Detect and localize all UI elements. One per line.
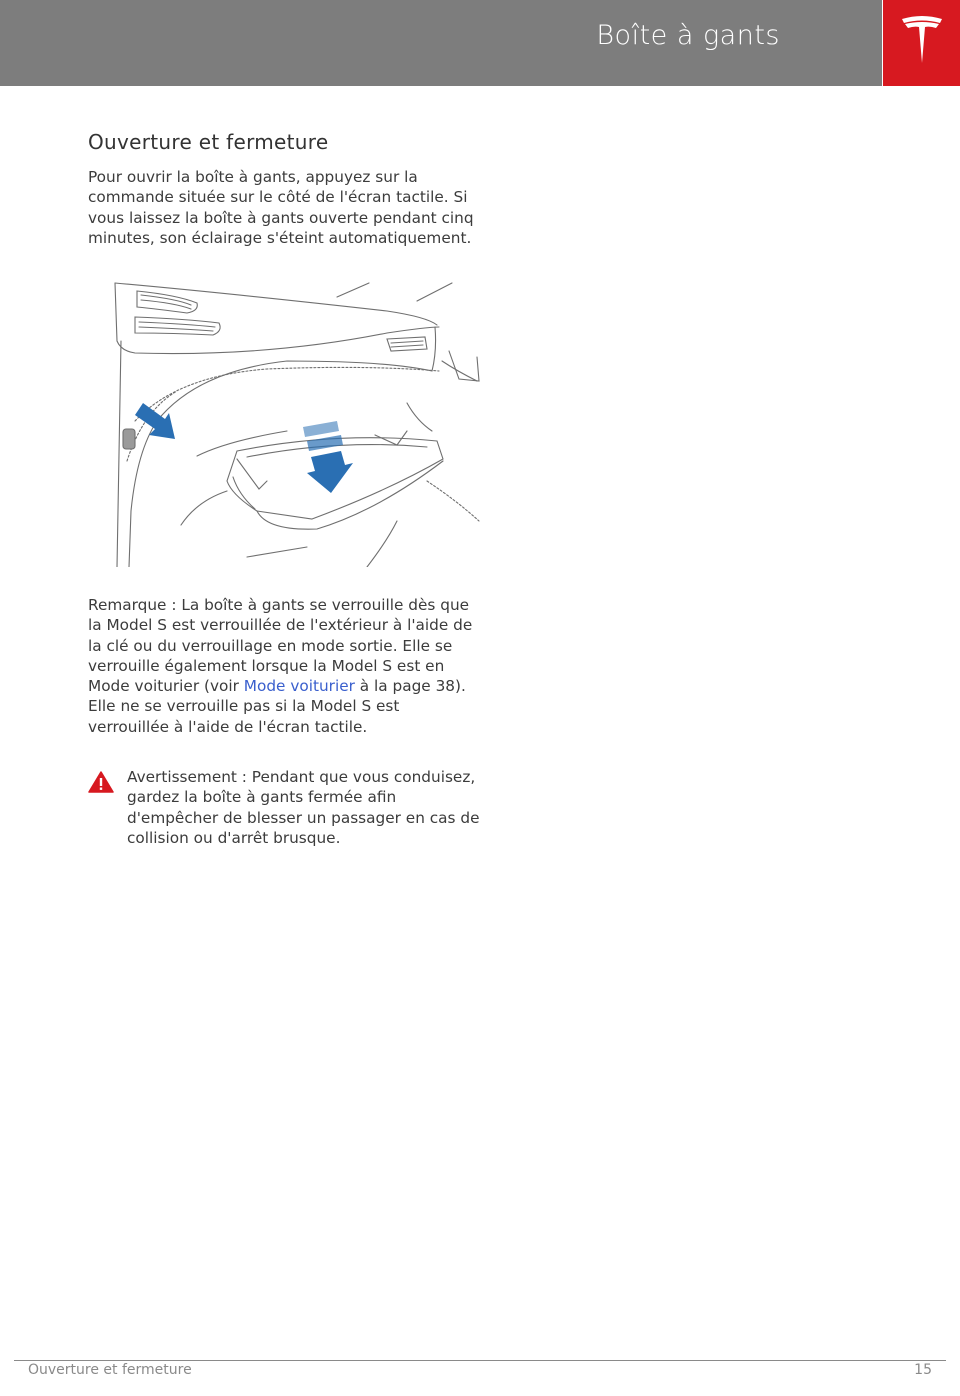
- footer-section-name: Ouverture et fermeture: [28, 1362, 192, 1378]
- note-text-end: à la page 38). Elle ne se verrouille pas si la Model S est verrouillée à l'aide de l'écran tactile.: [88, 677, 466, 736]
- note-text: Remarque : La boîte à gants se verrouille dès que la Model S est verrouillée de l'extérieur à l'aide de la clé ou du verrouillage en mode sortie. Elle se verrouille également lorsque la Model S est en Mode voiturier (voir: [88, 596, 473, 696]
- glovebox-illustration: [87, 281, 483, 567]
- brand-logo: [883, 0, 960, 86]
- header-bar: [0, 0, 882, 86]
- tesla-logo-icon: [900, 15, 944, 67]
- warning-triangle-icon: [88, 771, 114, 793]
- page-number: 15: [914, 1362, 932, 1378]
- page-title: Boîte à gants: [596, 20, 780, 51]
- mode-voiturier-link[interactable]: Mode voiturier: [243, 677, 355, 696]
- warning-text: Avertissement : Pendant que vous conduisez, gardez la boîte à gants fermée afin d'empêcher de blesser un passager en cas de collision ou d'arrêt brusque.: [127, 768, 480, 847]
- note-paragraph: [88, 595, 483, 737]
- arrow-icon: [135, 403, 353, 493]
- section-title: Ouverture et fermeture: [88, 130, 329, 154]
- footer-divider: [14, 1360, 946, 1361]
- intro-paragraph: Pour ouvrir la boîte à gants, appuyez sur la commande située sur le côté de l'écran tactile. Si vous laissez la boîte à gants ouverte pendant cinq minutes, son éclairage s'éteint automatiquement.: [88, 168, 474, 247]
